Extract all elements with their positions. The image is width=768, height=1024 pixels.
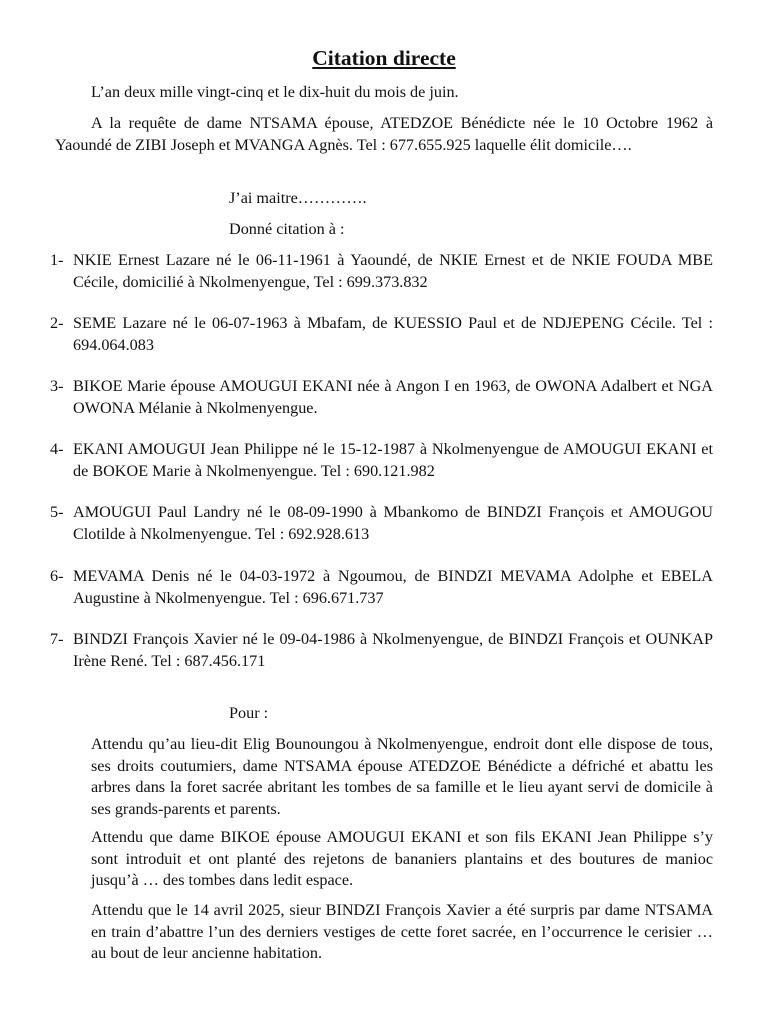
defendant-number: 3-: [50, 377, 64, 395]
defendant-item-2: [50, 313, 713, 356]
defendant-item-4: [50, 439, 713, 482]
defendant-item-5: [50, 502, 713, 545]
attendu-paragraph-1: Attendu qu’au lieu-dit Elig Bounoungou à Nkolmenyengue, endroit dont elle dispose de tous, ses droits coutumiers, dame NTSAMA épouse ATEDZOE Bénédicte a défriché et abattu les arbres dans la foret sacrée abritant les tombes de sa famille et le lieu ayant servi de domicile à ses grands-parents et parents.: [91, 735, 713, 818]
defendant-text: EKANI AMOUGUI Jean Philippe né le 15-12-1987 à Nkolmenyengue de AMOUGUI EKANI et de BOKOE Marie à Nkolmenyengue. Tel : 690.121.982: [73, 440, 713, 480]
attendu-paragraph-3: Attendu que le 14 avril 2025, sieur BINDZI François Xavier a été surpris par dame NTSAMA en train d’abattre l’un des derniers vestiges de cette foret sacrée, en l’occurrence le cerisier … au bout de leur ancienne habitation.: [91, 901, 713, 962]
defendant-item-1: [50, 250, 713, 293]
bailiff-line: J’ai maitre………….: [229, 189, 367, 207]
defendant-text: AMOUGUI Paul Landry né le 08-09-1990 à Mbankomo de BINDZI François et AMOUGOU Clotilde à Nkolmenyengue. Tel : 692.928.613: [73, 503, 713, 543]
defendant-text: SEME Lazare né le 06-07-1963 à Mbafam, de KUESSIO Paul et de NDJEPENG Cécile. Tel : 694.064.083: [73, 314, 713, 354]
purpose-label: Pour :: [229, 704, 269, 722]
attendu-paragraph-2: Attendu que dame BIKOE épouse AMOUGUI EKANI et son fils EKANI Jean Philippe s’y sont introduit et ont planté des rejetons de bananiers plantains et des boutures de manioc jusqu’à … des tombes dans ledit espace.: [91, 828, 713, 889]
defendant-text: NKIE Ernest Lazare né le 06-11-1961 à Yaoundé, de NKIE Ernest et de NKIE FOUDA MBE Cécile, domicilié à Nkolmenyengue, Tel : 699.373.832: [73, 251, 713, 291]
defendant-item-7: [50, 629, 713, 672]
defendant-number: 4-: [50, 440, 64, 458]
defendant-number: 6-: [50, 567, 64, 585]
defendant-item-6: [50, 566, 713, 609]
document-title: Citation directe: [312, 46, 456, 70]
defendant-number: 1-: [50, 251, 64, 269]
defendant-item-3: [50, 376, 713, 419]
defendant-number: 2-: [50, 314, 64, 332]
intro-request-paragraph: A la requête de dame NTSAMA épouse, ATEDZOE Bénédicte née le 10 Octobre 1962 à Yaoundé de ZIBI Joseph et MVANGA Agnès. Tel : 677.655.925 laquelle élit domicile….: [55, 114, 713, 154]
intro-date-paragraph: L’an deux mille vingt-cinq et le dix-huit du mois de juin.: [91, 83, 459, 101]
defendant-text: BINDZI François Xavier né le 09-04-1986 à Nkolmenyengue, de BINDZI François et OUNKAP Irène René. Tel : 687.456.171: [73, 630, 713, 670]
defendant-number: 7-: [50, 630, 64, 648]
defendant-number: 5-: [50, 503, 64, 521]
defendant-text: MEVAMA Denis né le 04-03-1972 à Ngoumou, de BINDZI MEVAMA Adolphe et EBELA Augustine à Nkolmenyengue. Tel : 696.671.737: [73, 567, 713, 607]
summons-line: Donné citation à :: [229, 220, 345, 238]
defendant-text: BIKOE Marie épouse AMOUGUI EKANI née à Angon I en 1963, de OWONA Adalbert et NGA OWONA Mélanie à Nkolmenyengue.: [73, 377, 713, 417]
